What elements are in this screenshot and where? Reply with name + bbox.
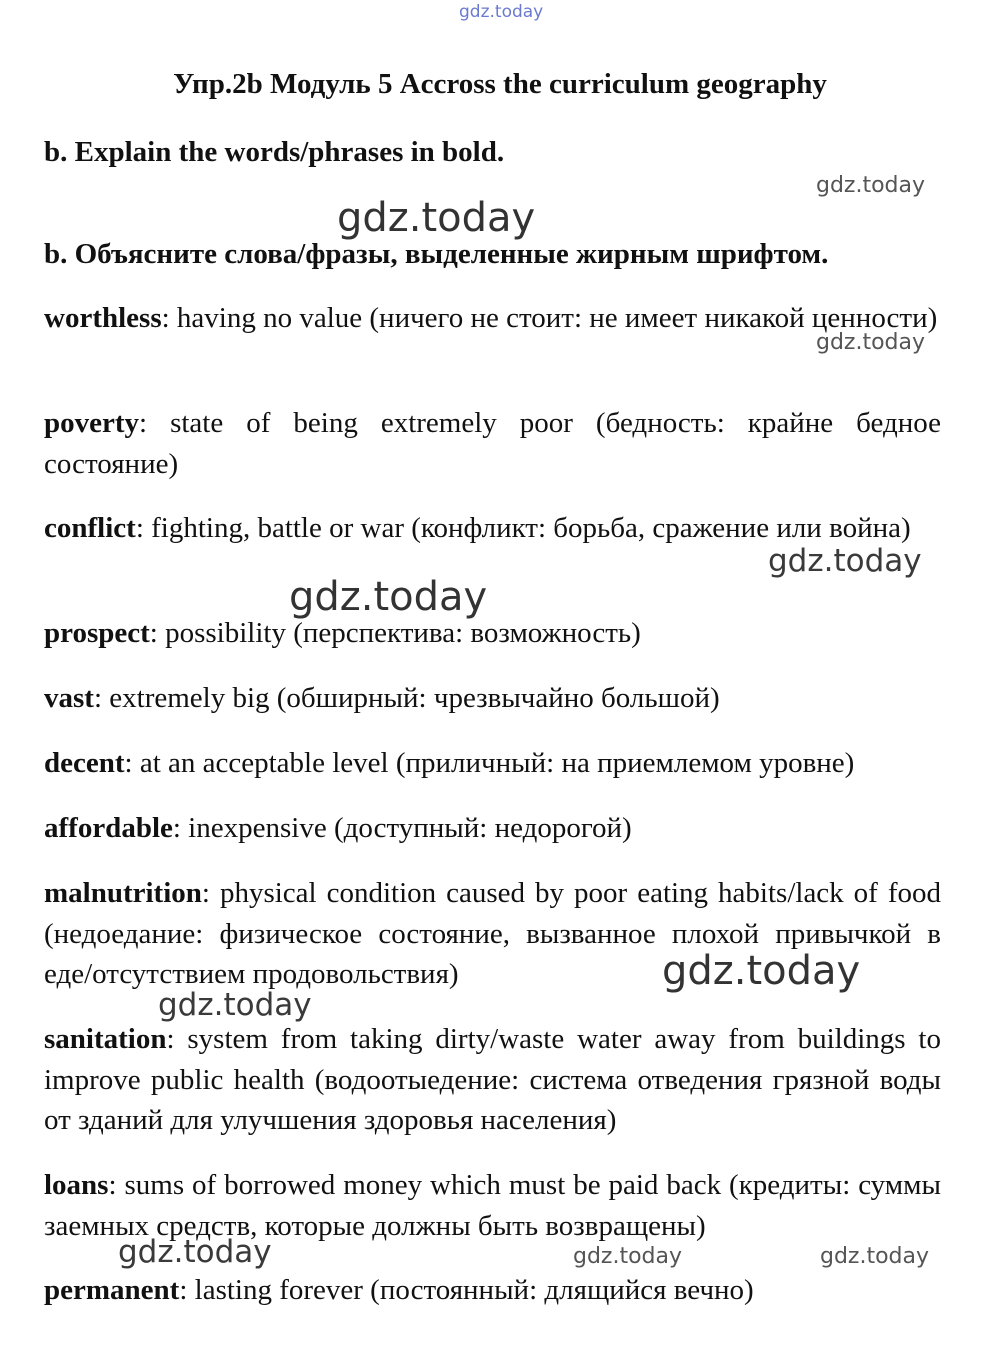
entry-definition: : inexpensive (доступный: недорогой) — [172, 812, 632, 844]
instruction-english: b. Explain the words/phrases in bold. — [44, 136, 505, 168]
glossary-entry-sanitation — [44, 1019, 941, 1141]
glossary-entry-conflict — [44, 508, 941, 549]
watermark: gdz.today — [816, 330, 926, 355]
entry-term: loans — [44, 1169, 109, 1201]
watermark: gdz.today — [158, 987, 312, 1023]
glossary-entry-affordable — [44, 808, 941, 849]
entry-definition: : system from taking dirty/waste water away from buildings to improve public health (водоотыедение: система отведения грязной воды от зданий для улучшения здоровья населения) — [44, 1023, 941, 1136]
glossary-entry-poverty — [44, 403, 941, 484]
entry-definition: : physical condition caused by poor eating habits/lack of food (недоедание: физическое состояние, вызванное плохой привычкой в еде/отсутствием продовольствия) — [44, 877, 941, 990]
entry-term: prospect — [44, 617, 150, 649]
entry-definition: : at an acceptable level (приличный: на приемлемом уровне) — [124, 747, 855, 779]
watermark: gdz.today — [768, 543, 922, 579]
glossary-entry-worthless — [44, 298, 941, 339]
entry-definition: : possibility (перспектива: возможность) — [149, 617, 641, 649]
entry-definition: : sums of borrowed money which must be paid back (кредиты: суммы заемных средств, которые должны быть возвращены) — [44, 1169, 941, 1242]
watermark: gdz.today — [459, 2, 544, 22]
entry-term: decent — [44, 747, 125, 779]
instruction-russian: b. Объясните слова/фразы, выделенные жирным шрифтом. — [44, 238, 829, 270]
glossary-entry-prospect — [44, 613, 941, 654]
glossary-entry-vast — [44, 678, 941, 719]
entry-definition: : having no value (ничего не стоит: не имеет никакой ценности) — [161, 302, 938, 334]
entry-definition: : state of being extremely poor (бедность: крайне бедное состояние) — [44, 407, 941, 480]
entry-term: sanitation — [44, 1023, 167, 1055]
entry-definition: : extremely big (обширный: чрезвычайно большой) — [93, 682, 720, 714]
entry-term: affordable — [44, 812, 173, 844]
watermark: gdz.today — [820, 1244, 930, 1269]
watermark: gdz.today — [816, 173, 926, 198]
watermark: gdz.today — [289, 574, 488, 620]
glossary-entry-decent — [44, 743, 941, 784]
entry-term: conflict — [44, 512, 136, 544]
watermark: gdz.today — [118, 1234, 272, 1270]
entry-term: worthless — [44, 302, 162, 334]
entry-term: malnutrition — [44, 877, 202, 909]
glossary-entry-malnutrition — [44, 873, 941, 995]
glossary-entry-loans — [44, 1165, 941, 1246]
entry-term: permanent — [44, 1274, 180, 1306]
entry-definition: : lasting forever (постоянный: длящийся вечно) — [179, 1274, 754, 1306]
entry-term: vast — [44, 682, 94, 714]
watermark: gdz.today — [337, 195, 536, 241]
entry-term: poverty — [44, 407, 140, 439]
watermark: gdz.today — [573, 1244, 683, 1269]
entry-definition: : fighting, battle or war (конфликт: борьба, сражение или война) — [135, 512, 911, 544]
page-title: Упр.2b Модуль 5 Accross the curriculum geography — [173, 68, 827, 100]
watermark: gdz.today — [662, 948, 861, 994]
glossary-entry-permanent — [44, 1270, 941, 1311]
